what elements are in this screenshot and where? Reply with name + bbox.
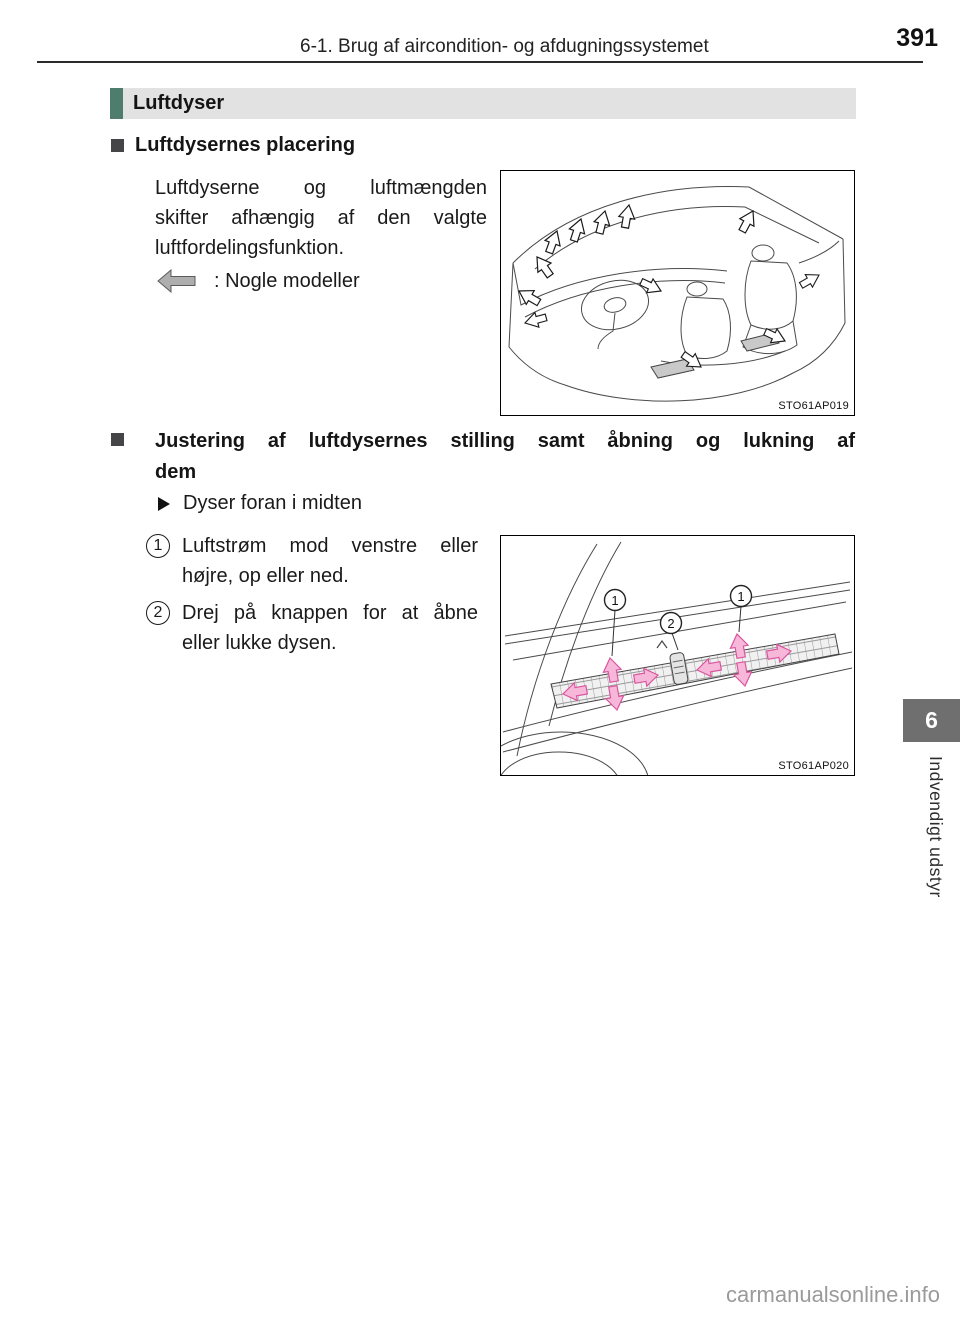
title-accent-bar xyxy=(110,88,123,119)
figure-vent-locations xyxy=(500,170,855,416)
airflow-arrows xyxy=(515,204,823,374)
callout-number: 1 xyxy=(737,589,745,604)
figure-code: STO61AP019 xyxy=(775,400,849,412)
list-item-text xyxy=(182,531,478,591)
body-line: Drej på knappen for at åbne xyxy=(182,602,478,624)
body-line: eller lukke dysen. xyxy=(182,632,337,654)
gray-arrow-icon xyxy=(157,269,197,293)
arrow-note-text: : Nogle modeller xyxy=(214,269,360,292)
heading-vent-adjustment-label xyxy=(155,426,855,488)
figure-callouts xyxy=(605,586,752,657)
floor-ducts xyxy=(651,333,779,378)
figure-vent-controls xyxy=(500,535,855,776)
list-item xyxy=(146,598,486,658)
sub-pointer-label: Dyser foran i midten xyxy=(183,492,362,514)
body-line: højre, op eller ned. xyxy=(182,565,349,587)
vent-controls-illustration xyxy=(501,536,854,775)
sub-pointer xyxy=(158,492,362,515)
callout-number: 2 xyxy=(667,616,675,631)
page-number: 391 xyxy=(896,24,938,52)
body-line: skifter afhængig af den valgte xyxy=(155,207,487,229)
header-rule xyxy=(37,61,923,63)
body-line: Luftstrøm mod venstre eller xyxy=(182,535,478,557)
vent-grille xyxy=(551,634,839,708)
placement-paragraph xyxy=(155,173,487,263)
list-item-text xyxy=(182,598,478,658)
heading-vent-adjustment xyxy=(110,426,856,488)
heading-line: dem xyxy=(155,461,197,483)
heading-line: Justering af luftdysernes stilling samt åbning og lukning af xyxy=(155,430,855,452)
callout-number: 1 xyxy=(611,593,619,608)
heading-vent-placement-label: Luftdysernes placering xyxy=(135,134,356,156)
square-bullet-icon xyxy=(111,139,124,152)
square-bullet-icon xyxy=(111,433,124,446)
section-title-bar xyxy=(110,88,856,119)
chapter-tab: 6 xyxy=(903,699,960,742)
circled-number: 1 xyxy=(146,534,170,558)
chapter-side-label: Indvendigt udstyr xyxy=(926,756,946,898)
circled-number: 2 xyxy=(146,601,170,625)
triangle-pointer-icon xyxy=(158,497,170,511)
watermark: carmanualsonline.info xyxy=(725,1282,940,1307)
list-item xyxy=(146,531,486,591)
arrow-note xyxy=(157,269,360,293)
body-line: luftfordelingsfunktion. xyxy=(155,237,345,259)
page-header-title: 6-1. Brug af aircondition- og afdugningssystemet xyxy=(300,36,709,57)
figure-code: STO61AP020 xyxy=(775,760,849,772)
body-line: Luftdyserne og luftmængden xyxy=(155,177,487,199)
heading-vent-placement xyxy=(111,134,355,157)
section-title: Luftdyser xyxy=(133,92,225,114)
car-interior-illustration xyxy=(501,171,854,415)
